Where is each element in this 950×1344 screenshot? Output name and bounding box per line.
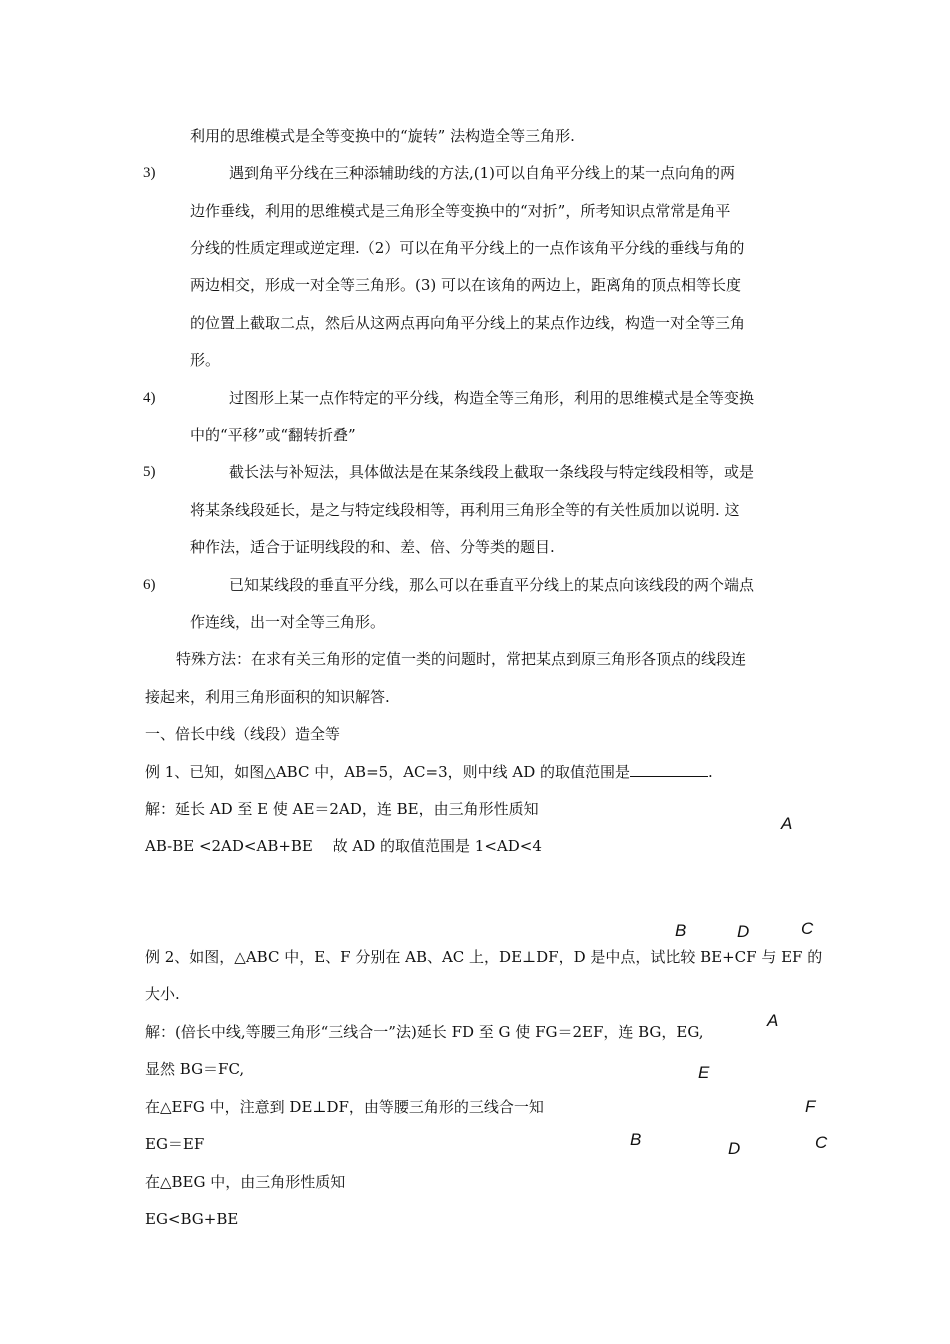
intro-line: 利用的思维模式是全等变换中的“旋转” 法构造全等三角形.	[190, 127, 575, 145]
figure2-label-a: A	[767, 1011, 779, 1030]
item-text-line: 两边相交，形成一对全等三角形。(3) 可以在该角的两边上，距离角的顶点相等长度	[190, 276, 742, 294]
item-text-line: 作连线，出一对全等三角形。	[190, 613, 386, 631]
figure2-label-e: E	[698, 1063, 710, 1082]
example2-solution-line: 在△EFG 中，注意到 DE⊥DF，由等腰三角形的三线合一知	[145, 1098, 544, 1116]
item-text-line: 中的“平移”或“翻转折叠”	[190, 426, 356, 444]
special-method-line: 特殊方法：在求有关三角形的定值一类的问题时，常把某点到原三角形各顶点的线段连	[176, 650, 747, 668]
item-text-line: 已知某线段的垂直平分线，那么可以在垂直平分线上的某点向该线段的两个端点	[229, 576, 755, 594]
item-text-line: 过图形上某一点作特定的平分线，构造全等三角形，利用的思维模式是全等变换	[229, 389, 755, 407]
figure1-label-d: D	[737, 922, 750, 941]
item-number: 4)	[143, 390, 156, 406]
figure2-label-d: D	[728, 1139, 741, 1158]
item-number: 3)	[143, 165, 156, 181]
example1-question-text: 例 1、已知，如图△ABC 中，AB=5，AC=3，则中线 AD 的取值范围是	[145, 763, 631, 781]
item-text-line: 将某条线段延长，是之与特定线段相等，再利用三角形全等的有关性质加以说明. 这	[190, 501, 740, 519]
figure2-label-f: F	[805, 1097, 816, 1116]
item-text-line: 截长法与补短法，具体做法是在某条线段上截取一条线段与特定线段相等，或是	[229, 463, 755, 481]
section-title: 一、倍长中线（线段）造全等	[145, 725, 341, 743]
example1-question	[145, 762, 713, 782]
item-text-line: 分线的性质定理或逆定理.（2）可以在角平分线上的一点作该角平分线的垂线与角的	[190, 239, 745, 257]
special-method-line: 接起来，利用三角形面积的知识解答.	[145, 688, 390, 706]
example2-solution-line: 在△BEG 中，由三角形性质知	[145, 1173, 346, 1191]
figure1-label-c: C	[801, 919, 814, 938]
item-number: 5)	[143, 464, 156, 480]
item-text-line: 遇到角平分线在三种添辅助线的方法,(1)可以自角平分线上的某一点向角的两	[229, 164, 736, 182]
item-text-line: 形。	[190, 351, 221, 369]
example2-solution-line: 显然 BG＝FC,	[145, 1060, 245, 1078]
figure1-label-b: B	[675, 921, 687, 940]
example2-solution-line: 解：(倍长中线,等腰三角形“三线合一”法)延长 FD 至 G 使 FG＝2EF，连 BG，EG,	[145, 1023, 704, 1041]
item-text-line: 种作法，适合于证明线段的和、差、倍、分等类的题目.	[190, 538, 555, 556]
example2-question-line: 大小.	[145, 985, 180, 1003]
item-number: 6)	[143, 577, 156, 593]
figure2-label-c: C	[815, 1133, 828, 1152]
figure1-label-a: A	[781, 814, 793, 833]
example1-solution-line: 解：延长 AD 至 E 使 AE＝2AD，连 BE，由三角形性质知	[145, 800, 539, 818]
figure2-label-b: B	[630, 1130, 642, 1149]
answer-blank	[630, 762, 708, 777]
item-text-line: 的位置上截取二点，然后从这两点再向角平分线上的某点作边线，构造一对全等三角	[190, 314, 746, 332]
item-text-line: 边作垂线，利用的思维模式是三角形全等变换中的“对折”，所考知识点常常是角平	[190, 202, 731, 220]
example2-solution-line: EG＝EF	[145, 1135, 205, 1153]
example1-question-end: .	[708, 763, 713, 781]
example2-solution-line: EG<BG+BE	[145, 1210, 239, 1228]
example2-question-line: 例 2、如图，△ABC 中，E、F 分别在 AB、AC 上，DE⊥DF，D 是中点，试比较 BE+CF 与 EF 的	[145, 948, 823, 966]
example1-solution-line: AB-BE <2AD<AB+BE 故 AD 的取值范围是 1<AD<4	[145, 837, 542, 855]
